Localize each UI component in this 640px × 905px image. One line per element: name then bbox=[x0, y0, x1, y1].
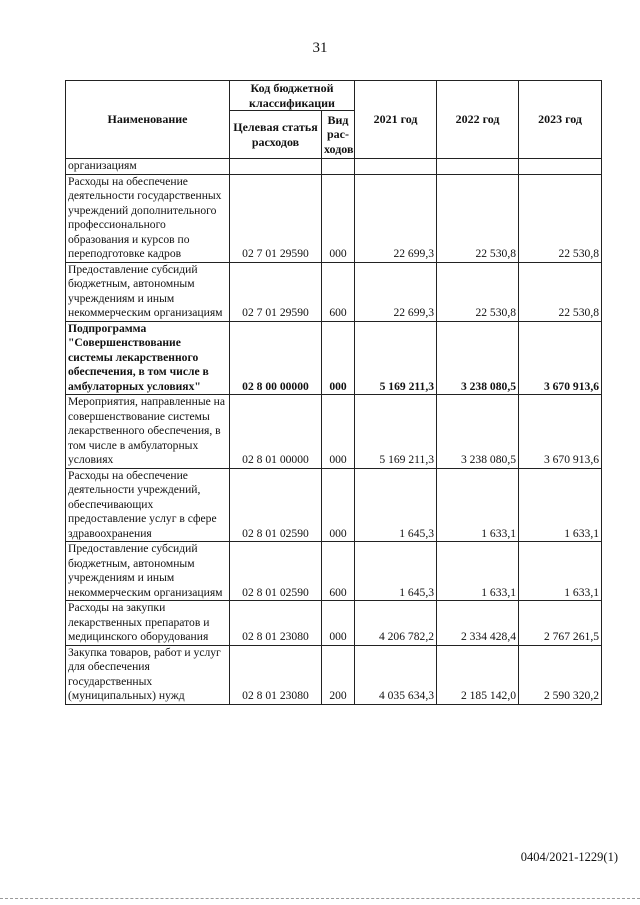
header-year-2021: 2021 год bbox=[355, 81, 437, 159]
cell-2021: 22 699,3 bbox=[355, 262, 437, 321]
table-row bbox=[66, 645, 602, 704]
cell-name: организациям bbox=[66, 159, 230, 175]
table-row bbox=[66, 542, 602, 601]
cell-target-article: 02 8 01 23080 bbox=[230, 601, 322, 646]
table-row bbox=[66, 395, 602, 469]
cell-name: Мероприятия, направленные на совершенствование системы лекарственного обеспечения, в том числе в амбулаторных условиях bbox=[66, 395, 230, 469]
cell-2021: 1 645,3 bbox=[355, 468, 437, 542]
cell-2021: 4 206 782,2 bbox=[355, 601, 437, 646]
cell-2022: 2 334 428,4 bbox=[437, 601, 519, 646]
document-code: 0404/2021-1229(1) bbox=[520, 850, 618, 864]
cell-name: Подпрограмма "Совершенствование системы лекарственного обеспечения, в том числе в амбулаторных условиях" bbox=[66, 321, 230, 395]
cell-2021 bbox=[355, 159, 437, 175]
cell-target-article: 02 8 01 02590 bbox=[230, 542, 322, 601]
table-row bbox=[66, 601, 602, 646]
cell-2022: 3 238 080,5 bbox=[437, 395, 519, 469]
header-year-2023: 2023 год bbox=[519, 81, 602, 159]
header-code-group: Код бюджетной классификации bbox=[230, 81, 355, 111]
header-name: Наименование bbox=[66, 81, 230, 159]
cell-2023: 1 633,1 bbox=[519, 468, 602, 542]
cell-2021: 22 699,3 bbox=[355, 174, 437, 262]
header-year-2022: 2022 год bbox=[437, 81, 519, 159]
cell-target-article: 02 7 01 29590 bbox=[230, 174, 322, 262]
cell-expense-type bbox=[322, 159, 355, 175]
cell-2021: 4 035 634,3 bbox=[355, 645, 437, 704]
cell-expense-type: 000 bbox=[322, 321, 355, 395]
cell-expense-type: 000 bbox=[322, 601, 355, 646]
cell-expense-type: 000 bbox=[322, 468, 355, 542]
cell-target-article: 02 8 01 00000 bbox=[230, 395, 322, 469]
cell-2023: 3 670 913,6 bbox=[519, 395, 602, 469]
cell-expense-type: 200 bbox=[322, 645, 355, 704]
table-row bbox=[66, 321, 602, 395]
cell-2021: 5 169 211,3 bbox=[355, 395, 437, 469]
cell-name: Закупка товаров, работ и услуг для обеспечения государственных (муниципальных) нужд bbox=[66, 645, 230, 704]
cell-2023: 22 530,8 bbox=[519, 174, 602, 262]
cell-target-article: 02 8 00 00000 bbox=[230, 321, 322, 395]
budget-table bbox=[65, 80, 602, 705]
cell-target-article bbox=[230, 159, 322, 175]
cell-2022: 22 530,8 bbox=[437, 262, 519, 321]
cell-2023 bbox=[519, 159, 602, 175]
cell-2023: 1 633,1 bbox=[519, 542, 602, 601]
header-expense-type: Вид рас-ходов bbox=[322, 111, 355, 159]
header-target-article: Целевая статья расходов bbox=[230, 111, 322, 159]
cell-2023: 2 767 261,5 bbox=[519, 601, 602, 646]
table-row bbox=[66, 262, 602, 321]
table-row bbox=[66, 468, 602, 542]
page-number: 31 bbox=[312, 40, 328, 56]
cell-expense-type: 000 bbox=[322, 174, 355, 262]
cell-2022: 22 530,8 bbox=[437, 174, 519, 262]
cell-2022: 3 238 080,5 bbox=[437, 321, 519, 395]
cell-2023: 22 530,8 bbox=[519, 262, 602, 321]
cell-2021: 5 169 211,3 bbox=[355, 321, 437, 395]
table-body bbox=[66, 159, 602, 705]
table-row bbox=[66, 174, 602, 262]
cell-expense-type: 000 bbox=[322, 395, 355, 469]
cell-2022: 2 185 142,0 bbox=[437, 645, 519, 704]
cell-name: Расходы на закупки лекарственных препаратов и медицинского оборудования bbox=[66, 601, 230, 646]
cell-expense-type: 600 bbox=[322, 542, 355, 601]
table-row bbox=[66, 159, 602, 175]
cell-name: Предоставление субсидий бюджетным, автономным учреждениям и иным некоммерческим организациям bbox=[66, 262, 230, 321]
cell-name: Расходы на обеспечение деятельности учреждений, обеспечивающих предоставление услуг в сфере здравоохранения bbox=[66, 468, 230, 542]
cell-2022: 1 633,1 bbox=[437, 542, 519, 601]
cell-2023: 2 590 320,2 bbox=[519, 645, 602, 704]
cell-expense-type: 600 bbox=[322, 262, 355, 321]
cell-target-article: 02 8 01 02590 bbox=[230, 468, 322, 542]
cell-target-article: 02 8 01 23080 bbox=[230, 645, 322, 704]
cell-2022: 1 633,1 bbox=[437, 468, 519, 542]
scan-edge-line bbox=[0, 898, 640, 900]
cell-2021: 1 645,3 bbox=[355, 542, 437, 601]
cell-name: Предоставление субсидий бюджетным, автономным учреждениям и иным некоммерческим организациям bbox=[66, 542, 230, 601]
cell-name: Расходы на обеспечение деятельности государственных учреждений дополнительного профессионального образования и курсов по переподготовке кадров bbox=[66, 174, 230, 262]
cell-target-article: 02 7 01 29590 bbox=[230, 262, 322, 321]
cell-2022 bbox=[437, 159, 519, 175]
cell-2023: 3 670 913,6 bbox=[519, 321, 602, 395]
